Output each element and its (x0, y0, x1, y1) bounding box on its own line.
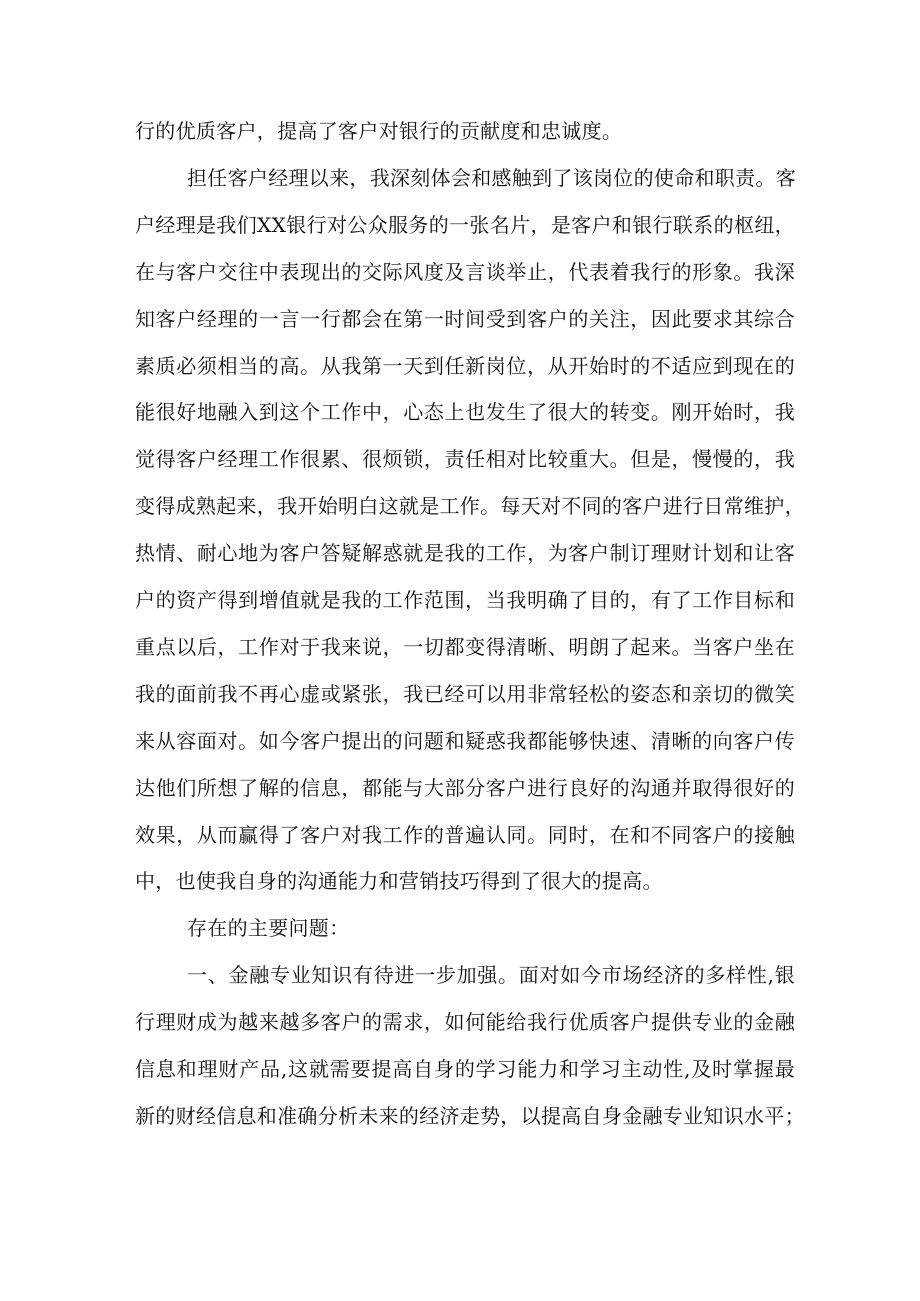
text-line: 效果，从而赢得了客户对我工作的普遍认同。同时，在和不同客户的接触 (135, 822, 795, 847)
text-line: 新的财经信息和准确分析未来的经济走势，以提高自身金融专业知识水平； (135, 1103, 805, 1128)
text-line: 变得成熟起来，我开始明白这就是工作。每天对不同的客户进行日常维护， (135, 494, 805, 519)
text-line: 行的优质客户，提高了客户对银行的贡献度和忠诚度。 (135, 119, 623, 143)
text-line: 户的资产得到增值就是我的工作范围，当我明确了目的，有了工作目标和 (135, 588, 795, 612)
text-line: 行理财成为越来越多客户的需求，如何能给我行优质客户提供专业的金融 (135, 1010, 795, 1035)
text-line: 达他们所想了解的信息，都能与大部分客户进行良好的沟通并取得很好的 (135, 775, 795, 800)
text-line: 我的面前我不再心虚或紧张，我已经可以用非常轻松的姿态和亲切的微笑 (135, 681, 795, 706)
text-line: 知客户经理的一言一行都会在第一时间受到客户的关注，因此要求其综合 (135, 306, 795, 331)
text-line: 担任客户经理以来，我深刻体会和感触到了该岗位的使命和职责。客 (187, 165, 796, 190)
text-line: 户经理是我们XX银行对公众服务的一张名片，是客户和银行联系的枢纽， (135, 212, 795, 237)
text-line: 在与客户交往中表现出的交际风度及言谈举止，代表着我行的形象。我深 (135, 259, 795, 284)
text-line: 重点以后，工作对于我来说，一切都变得清晰、明朗了起来。当客户坐在 (135, 634, 795, 659)
text-line: 来从容面对。如今客户提出的问题和疑惑我都能够快速、清晰的向客户传 (135, 728, 795, 753)
text-line: 能很好地融入到这个工作中，心态上也发生了很大的转变。刚开始时，我 (135, 400, 795, 425)
text-line: 存在的主要问题： (187, 916, 350, 941)
text-line: 中，也使我自身的沟通能力和营销技巧得到了很大的提高。 (135, 869, 663, 894)
text-line: 素质必须相当的高。从我第一天到任新岗位，从开始时的不适应到现在的 (135, 353, 795, 378)
text-line: 热情、耐心地为客户答疑解惑就是我的工作，为客户制订理财计划和让客 (135, 541, 795, 566)
text-line: 一、金融专业知识有待进一步加强。面对如今市场经济的多样性,银 (187, 963, 795, 988)
text-line: 信息和理财产品,这就需要提高自身的学习能力和学习主动性,及时掌握最 (135, 1057, 795, 1081)
text-line: 觉得客户经理工作很累、很烦锁，责任相对比较重大。但是，慢慢的，我 (135, 447, 795, 472)
